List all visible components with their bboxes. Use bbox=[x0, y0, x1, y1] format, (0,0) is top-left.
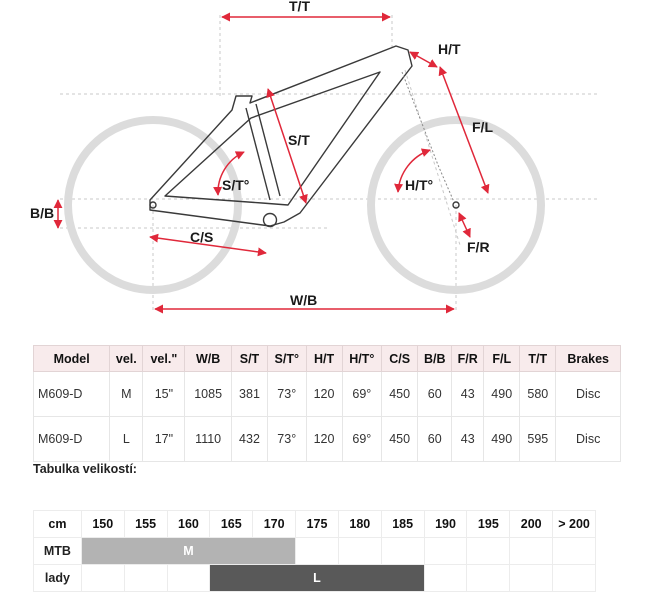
header-st-angle: S/T° bbox=[268, 346, 306, 372]
cell-vel: L bbox=[110, 417, 143, 462]
size-height: 170 bbox=[253, 511, 296, 538]
header-vel: vel. bbox=[110, 346, 143, 372]
size-cell-empty bbox=[553, 565, 596, 592]
size-cell-empty bbox=[124, 565, 167, 592]
cell-bb: 60 bbox=[418, 372, 452, 417]
size-cell-empty bbox=[381, 538, 424, 565]
cell-model: M609-D bbox=[34, 372, 110, 417]
size-cell-empty bbox=[467, 565, 510, 592]
header-wb: W/B bbox=[185, 346, 232, 372]
cell-wb: 1085 bbox=[185, 372, 232, 417]
header-st: S/T bbox=[231, 346, 267, 372]
size-row-label: lady bbox=[34, 565, 82, 592]
size-cell-empty bbox=[510, 538, 553, 565]
cell-model: M609-D bbox=[34, 417, 110, 462]
size-height: 175 bbox=[296, 511, 339, 538]
size-table bbox=[33, 510, 596, 592]
header-model: Model bbox=[34, 346, 110, 372]
label-st-angle: S/T° bbox=[222, 177, 250, 193]
cell-fl: 490 bbox=[484, 417, 520, 462]
size-cell-empty bbox=[424, 565, 467, 592]
size-bar-m: M bbox=[81, 538, 295, 565]
cell-fl: 490 bbox=[484, 372, 520, 417]
cell-st-angle: 73° bbox=[268, 417, 306, 462]
cell-brakes: Disc bbox=[556, 417, 621, 462]
dimension-lines bbox=[58, 17, 488, 309]
label-fr: F/R bbox=[467, 239, 490, 255]
size-cell-empty bbox=[296, 538, 339, 565]
cell-wb: 1110 bbox=[185, 417, 232, 462]
cell-ht-angle: 69° bbox=[342, 372, 382, 417]
header-tt: T/T bbox=[520, 346, 556, 372]
header-fr: F/R bbox=[452, 346, 484, 372]
label-tt: T/T bbox=[289, 0, 310, 14]
cell-st-angle: 73° bbox=[268, 372, 306, 417]
cell-ht: 120 bbox=[306, 372, 342, 417]
size-height: 150 bbox=[81, 511, 124, 538]
size-height: 185 bbox=[381, 511, 424, 538]
cell-vel-inch: 15" bbox=[143, 372, 185, 417]
label-fl: F/L bbox=[472, 119, 493, 135]
cell-ht: 120 bbox=[306, 417, 342, 462]
size-cell-empty bbox=[510, 565, 553, 592]
header-cs: C/S bbox=[382, 346, 418, 372]
size-row-lady bbox=[34, 565, 596, 592]
size-height: 160 bbox=[167, 511, 210, 538]
size-table-caption: Tabulka velikostí: bbox=[33, 462, 137, 476]
table-row bbox=[34, 417, 621, 462]
size-cell-empty bbox=[467, 538, 510, 565]
cell-fr: 43 bbox=[452, 417, 484, 462]
label-wb: W/B bbox=[290, 292, 318, 308]
size-height: 190 bbox=[424, 511, 467, 538]
label-st: S/T bbox=[288, 132, 310, 148]
header-fl: F/L bbox=[484, 346, 520, 372]
size-header-row bbox=[34, 511, 596, 538]
cell-tt: 595 bbox=[520, 417, 556, 462]
size-cell-empty bbox=[167, 565, 210, 592]
size-row-label: MTB bbox=[34, 538, 82, 565]
size-unit: cm bbox=[34, 511, 82, 538]
size-height: 195 bbox=[467, 511, 510, 538]
size-bar-l: L bbox=[210, 565, 424, 592]
table-row bbox=[34, 372, 621, 417]
label-ht-angle: H/T° bbox=[405, 177, 434, 193]
size-height: 200 bbox=[510, 511, 553, 538]
size-height: > 200 bbox=[553, 511, 596, 538]
cell-bb: 60 bbox=[418, 417, 452, 462]
size-cell-empty bbox=[424, 538, 467, 565]
header-bb: B/B bbox=[418, 346, 452, 372]
header-ht: H/T bbox=[306, 346, 342, 372]
cell-vel-inch: 17" bbox=[143, 417, 185, 462]
size-cell-empty bbox=[338, 538, 381, 565]
cell-cs: 450 bbox=[382, 372, 418, 417]
header-brakes: Brakes bbox=[556, 346, 621, 372]
size-row-mtb bbox=[34, 538, 596, 565]
cell-brakes: Disc bbox=[556, 372, 621, 417]
cell-ht-angle: 69° bbox=[342, 417, 382, 462]
geometry-header-row bbox=[34, 346, 621, 372]
header-ht-angle: H/T° bbox=[342, 346, 382, 372]
cell-st: 381 bbox=[231, 372, 267, 417]
size-cell-empty bbox=[553, 538, 596, 565]
label-bb: B/B bbox=[30, 205, 55, 221]
label-ht: H/T bbox=[438, 41, 461, 57]
size-height: 165 bbox=[210, 511, 253, 538]
cell-cs: 450 bbox=[382, 417, 418, 462]
size-height: 180 bbox=[338, 511, 381, 538]
size-height: 155 bbox=[124, 511, 167, 538]
label-cs: C/S bbox=[190, 229, 214, 245]
size-cell-empty bbox=[81, 565, 124, 592]
cell-st: 432 bbox=[231, 417, 267, 462]
cell-fr: 43 bbox=[452, 372, 484, 417]
cell-vel: M bbox=[110, 372, 143, 417]
geometry-table bbox=[33, 345, 621, 462]
header-vel-inch: vel." bbox=[143, 346, 185, 372]
cell-tt: 580 bbox=[520, 372, 556, 417]
